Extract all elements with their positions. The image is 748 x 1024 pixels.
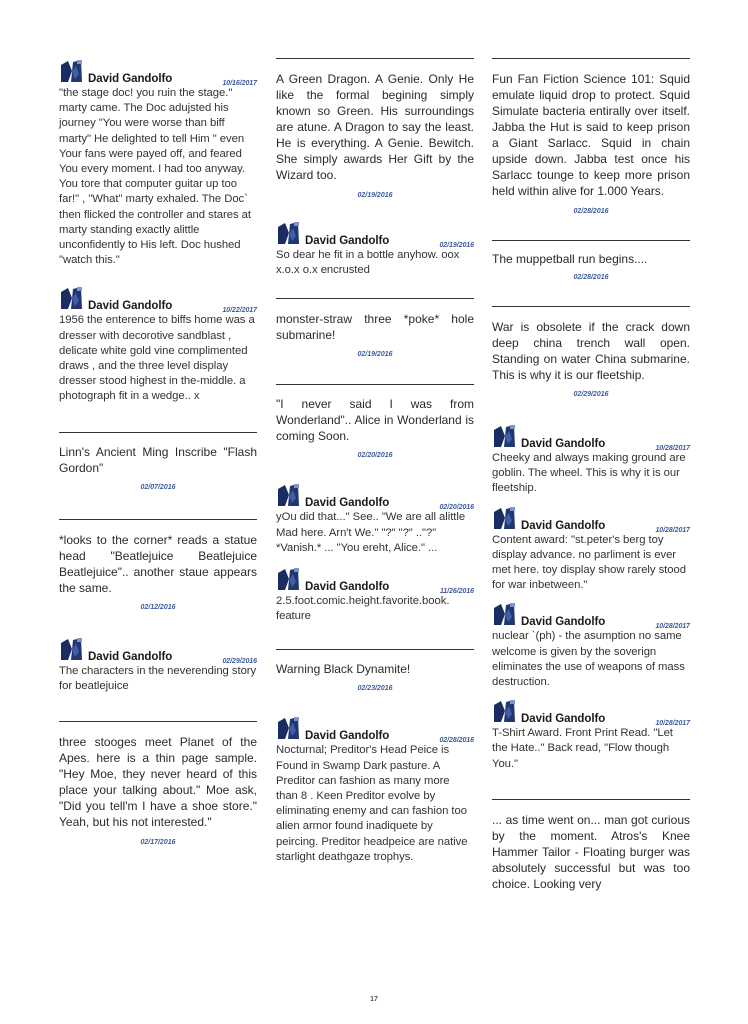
note-text: Fun Fan Fiction Science 101: Squid emulate liquid drop to protect. Squid Simulate bacteria entirally over itself. Jabba the Hut is said to keep prison a Giant Sarlacc. Squid in chain upside down. Jabba test once his Sarlacc tounge to keep more prison held within alive for 1.000 Years.	[492, 72, 690, 198]
post-header	[276, 482, 474, 510]
post-header	[59, 636, 257, 664]
note-date: 02/12/2016	[140, 603, 176, 611]
note-text: Linn's Ancient Ming Inscribe "Flash Gordon"	[59, 444, 257, 475]
avatar-icon	[59, 636, 84, 662]
divider	[492, 306, 690, 307]
note-text: "I never said I was from Wonderland".. Alice in Wonderland is coming Soon.	[276, 397, 474, 444]
page-number: 17	[370, 996, 378, 1003]
note-text: Warning Black Dynamite!	[276, 662, 411, 677]
author-name: David Gandolfo	[305, 497, 390, 510]
post-body: Content award: "st.peter's berg toy display advance. no parliment is ever met here. toy display show rarely stood for war inbetween."	[492, 533, 686, 592]
author-name: David Gandolfo	[521, 616, 606, 629]
avatar-icon	[492, 698, 517, 724]
note-date: 02/07/2016	[140, 483, 176, 491]
post-body: So dear he fit in a bottle anyhow. oox x.o.x o.x encrusted	[276, 249, 460, 277]
post	[276, 220, 474, 278]
post-date: 11/26/2016	[439, 588, 474, 596]
post-header	[276, 220, 474, 248]
author-name: David Gandolfo	[88, 73, 173, 85]
post	[492, 698, 690, 772]
note-text: *looks to the corner* reads a statue head "Beatlejuice Beatlejuice Beatlejuice".. another staue appears the same.	[59, 532, 257, 595]
post	[492, 423, 690, 497]
post	[59, 636, 257, 694]
divider	[492, 58, 690, 59]
divider	[59, 721, 257, 722]
divider	[276, 58, 474, 59]
note-date: 02/28/2016	[573, 208, 609, 215]
post-body: yOu did that..." See.. "We are all alittle Mad here. Arn't We." "?" "?" .."?" *Vanish.* ... "You ereht, Alice." ...	[276, 511, 466, 554]
post	[492, 601, 690, 690]
divider	[59, 432, 257, 433]
post-body: T-Shirt Award. Front Print Read. "Let the Hate.." Back read, "Flow though You."	[492, 727, 673, 770]
avatar-icon	[276, 482, 301, 508]
note-text: War is obsolete if the crack down deep china trench wall open. Standing on water China submarine. This is why it is our fleetship.	[492, 320, 690, 382]
post-date: 02/29/2016	[222, 657, 257, 665]
divider	[492, 799, 690, 800]
divider	[276, 298, 474, 299]
post-date: 10/28/2017	[655, 445, 690, 452]
post-header	[276, 715, 474, 743]
divider	[59, 519, 257, 520]
post-header	[59, 285, 257, 313]
avatar-icon	[492, 505, 517, 531]
post-date: 02/28/2016	[439, 737, 474, 745]
post-header	[492, 698, 690, 726]
note-date: 02/17/2016	[140, 839, 176, 847]
author-name: David Gandolfo	[305, 235, 390, 247]
post-body: Nocturnal; Preditor's Head Peice is Found in Swamp Dark pasture. A Preditor can fashion as many more than 8 . Keen Preditor evolve by eliminating enemy and can fashion too alien armor found inadiquete by peircing. Preditor headpeice are native starlight deathgaze trophys.	[276, 744, 468, 863]
post-body: The characters in the neverending story for beatlejuice	[59, 664, 257, 692]
avatar-icon	[492, 423, 517, 449]
author-name: David Gandolfo	[521, 519, 606, 532]
note-text: A Green Dragon. A Genie. Only He like the formal begining simply known so Green. His surroundings are atune. A Dragon to say the least. He is everything. A Genie. Bewitch. She simply awards Her Gift by the Wizard too.	[276, 72, 474, 182]
post	[276, 715, 474, 865]
post-date: 10/16/2017	[222, 80, 257, 87]
post	[59, 285, 257, 404]
note-text: monster-straw three *poke* hole submarine!	[276, 312, 474, 343]
avatar-icon	[276, 566, 301, 592]
note-date: 02/29/2016	[573, 391, 609, 398]
note-date: 02/20/2016	[357, 452, 393, 460]
post-body: "the stage doc! you ruin the stage." marty came. The Doc adujsted his journey "You were worse than biff marty" He delighted to tell Him " even Your fans were payed off, and feared You every moment. I had too anyway. You tore that computer guitar up too far!" , "What" marty exhaled. The Doc` then flicked the controller and stares at marty standing exactly alittle unconfidently to His left. Doc hushed "watch this."	[59, 87, 251, 267]
column-3	[492, 56, 690, 892]
post-date: 10/28/2017	[655, 623, 690, 631]
avatar-icon	[59, 285, 84, 311]
post-body: nuclear `(ph) - the asumption no same welcome is given by the soverign eliminates the use of weapons of mass destruction.	[492, 630, 685, 689]
post	[59, 58, 257, 268]
post-body: 2.5.foot.comic.height.favorite.book. feature	[276, 595, 450, 623]
post	[492, 505, 690, 594]
post-body: Cheeky and always making ground are goblin. The wheel. This is why it is our fleetship.	[492, 452, 686, 495]
note-text: The muppetball run begins....	[492, 252, 648, 266]
post-header	[276, 566, 474, 594]
note-date: 02/23/2016	[357, 685, 393, 693]
post-date: 02/19/2016	[439, 242, 474, 249]
post-date: 10/22/2017	[222, 307, 257, 315]
avatar-icon	[276, 715, 301, 741]
note-date: 02/28/2016	[573, 274, 609, 281]
author-name: David Gandolfo	[305, 730, 390, 743]
post	[276, 482, 474, 556]
post-header	[59, 58, 257, 86]
author-name: David Gandolfo	[88, 300, 173, 313]
divider	[276, 384, 474, 385]
avatar-icon	[59, 58, 84, 84]
author-name: David Gandolfo	[88, 650, 173, 663]
divider	[492, 240, 690, 241]
post-date: 02/20/2016	[439, 504, 474, 512]
note-text: ... as time went on... man got curious by the moment. Atros's Knee Hammer Tailor - Floating burger was absolutely successful but was too choice. Looking very	[492, 812, 690, 891]
note-text: three stooges meet Planet of the Apes. here is a thin page sample. "Hey Moe, they never heard of this place your talking about." Moe ask, "Did you tell'm I have a shoe store." Yeah, but his not interested."	[59, 735, 257, 830]
post-header	[492, 423, 690, 451]
column-2	[276, 56, 474, 865]
column-1	[59, 56, 257, 846]
post-date: 10/28/2017	[655, 720, 690, 728]
post-date: 10/28/2017	[655, 526, 690, 534]
author-name: David Gandolfo	[521, 438, 606, 450]
note-date: 02/19/2016	[357, 192, 393, 199]
author-name: David Gandolfo	[521, 713, 606, 726]
post	[276, 566, 474, 624]
avatar-icon	[276, 220, 301, 246]
post-header	[492, 505, 690, 533]
avatar-icon	[492, 601, 517, 627]
note-date: 02/19/2016	[357, 351, 393, 359]
post-header	[492, 601, 690, 629]
author-name: David Gandolfo	[305, 581, 390, 594]
divider	[276, 649, 474, 650]
post-body: 1956 the enterence to biffs home was a dresser with decorotive sandblast , delicate white gold vine complimented draws , and the three level display dresser stood highest in the-middle. a photograph fit in a wedge.. x	[59, 314, 255, 403]
